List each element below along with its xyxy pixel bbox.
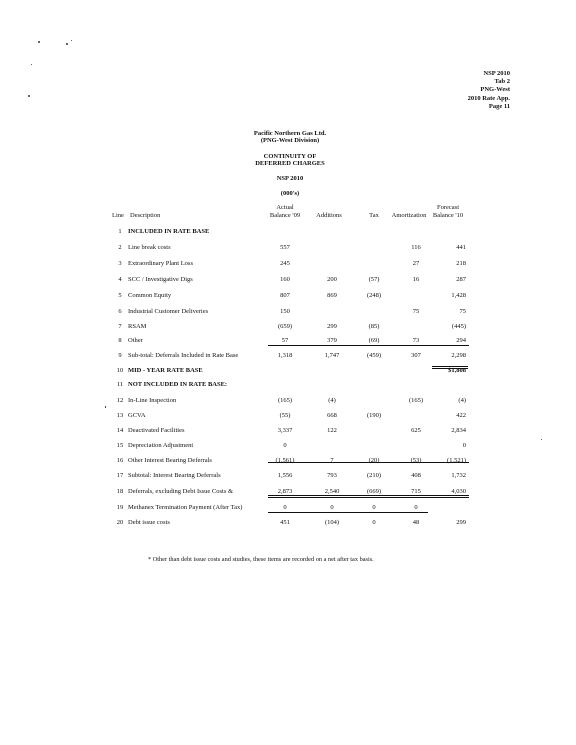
row-line-number: 16 (116, 457, 124, 464)
total-rule (268, 495, 469, 496)
row-additions: 668 (327, 412, 337, 419)
col-header-line: Line (112, 212, 124, 219)
table-row (0, 227, 576, 237)
row-description: Deactivated Facilities (128, 427, 185, 434)
row-line-number: 8 (118, 337, 122, 344)
units-label: (000's) (280, 190, 300, 197)
row-actual-balance: (55) (279, 412, 291, 419)
row-forecast-balance: 2,298 (451, 352, 466, 359)
col-header-actual-line2: Balance '09 (269, 211, 301, 219)
row-description: Common Equity (128, 292, 172, 299)
row-additions: 0 (330, 504, 334, 511)
report-title-line2: DEFERRED CHARGES (255, 160, 325, 167)
row-line-number: 18 (116, 488, 124, 495)
table-row (0, 259, 576, 269)
row-amortization: 27 (412, 260, 420, 267)
row-description: Other (128, 337, 143, 344)
scan-speck (66, 43, 68, 45)
row-description: Deferrals, excluding Debt Issue Costs & (128, 488, 234, 495)
row-additions: 122 (327, 427, 337, 434)
row-additions: 299 (327, 323, 337, 330)
table-row (0, 411, 576, 421)
row-description: Subtotal: Interest Bearing Deferrals (128, 472, 221, 479)
row-amortization: 16 (412, 276, 420, 283)
table-row (0, 243, 576, 253)
row-amortization: 73 (412, 337, 420, 344)
row-line-number: 14 (116, 427, 124, 434)
row-forecast-balance: 422 (456, 412, 466, 419)
row-line-number: 5 (118, 292, 122, 299)
table-row (0, 275, 576, 285)
table-row (0, 307, 576, 317)
row-line-number: 13 (116, 412, 124, 419)
scan-speck (105, 406, 106, 408)
table-row (0, 351, 576, 361)
table-row (0, 380, 576, 390)
table-row (0, 396, 576, 406)
row-description: GCVA (128, 412, 146, 419)
row-description: MID - YEAR RATE BASE (128, 367, 203, 374)
scan-speck (541, 439, 542, 440)
row-description: RSAM (128, 323, 147, 330)
row-tax: (69) (368, 337, 380, 344)
total-double-rule (268, 497, 469, 498)
row-actual-balance: 0 (283, 504, 287, 511)
row-description: Other Interest Bearing Deferrals (128, 457, 212, 464)
row-amortization: (53) (410, 457, 422, 464)
row-line-number: 19 (116, 504, 124, 511)
row-amortization: 75 (412, 308, 420, 315)
row-description: In-Line Inspection (128, 397, 177, 404)
row-forecast-balance: $1,808 (448, 367, 466, 374)
row-actual-balance: (1,561) (275, 457, 295, 464)
row-actual-balance: 2,873 (277, 488, 293, 495)
row-forecast-balance: 294 (456, 337, 466, 344)
row-amortization: 48 (412, 519, 420, 526)
row-line-number: 12 (116, 397, 124, 404)
row-line-number: 10 (116, 367, 124, 374)
table-row (0, 322, 576, 332)
row-description: Line break costs (128, 244, 171, 251)
scan-speck (28, 95, 30, 97)
row-description: Industrial Customer Deliveries (128, 308, 209, 315)
row-line-number: 3 (118, 260, 122, 267)
scan-speck (38, 41, 40, 43)
row-tax: 0 (372, 504, 376, 511)
row-actual-balance: 0 (283, 442, 287, 449)
scan-speck (31, 64, 32, 65)
row-forecast-balance: 0 (462, 442, 466, 449)
row-tax: (57) (368, 276, 380, 283)
footnote: * Other than debt issue costs and studies, these items are recorded on a net after tax basis. (148, 556, 374, 563)
corner-line: Page 11 (488, 102, 510, 110)
corner-line: Tab 2 (494, 78, 510, 86)
col-header-amortization: Amortization (391, 212, 427, 219)
row-tax: (20) (368, 457, 380, 464)
report-title-line1: CONTINUITY OF (263, 153, 317, 160)
row-tax: (85) (368, 323, 380, 330)
col-header-description: Description (130, 212, 161, 219)
row-additions: (104) (324, 519, 340, 526)
forecast-double-rule (432, 368, 468, 369)
table-row (0, 366, 576, 376)
row-line-number: 7 (118, 323, 122, 330)
subtotal-rule (268, 345, 469, 346)
row-additions: 869 (327, 292, 337, 299)
row-tax: (459) (366, 352, 382, 359)
row-additions: 200 (327, 276, 337, 283)
subtotal-rule (268, 462, 469, 463)
row-additions: 2,540 (324, 488, 340, 495)
row-actual-balance: 557 (280, 244, 290, 251)
row-line-number: 1 (118, 228, 122, 235)
row-actual-balance: 245 (280, 260, 290, 267)
row-description: Methanex Termination Payment (After Tax) (128, 504, 243, 511)
row-forecast-balance: (445) (451, 323, 466, 330)
corner-line: PNG-West (480, 86, 510, 94)
row-description: Debt issue costs (128, 519, 170, 526)
row-line-number: 4 (118, 276, 122, 283)
row-actual-balance: 57 (281, 337, 289, 344)
row-amortization: (165) (408, 397, 424, 404)
row-tax: (248) (366, 292, 382, 299)
row-line-number: 9 (118, 352, 122, 359)
row-line-number: 2 (118, 244, 122, 251)
methanex-rule (268, 512, 428, 513)
row-actual-balance: 1,556 (277, 472, 293, 479)
row-description: Extraordinary Plant Loss (128, 260, 193, 267)
row-forecast-balance: 1,732 (451, 472, 466, 479)
corner-line: 2010 Rate App. (467, 94, 510, 102)
row-forecast-balance: 287 (456, 276, 466, 283)
row-forecast-balance: 218 (456, 260, 466, 267)
row-description: NOT INCLUDED IN RATE BASE: (128, 381, 228, 388)
row-additions: (4) (328, 397, 336, 404)
row-amortization: 307 (411, 352, 421, 359)
row-forecast-balance: 4,030 (451, 488, 466, 495)
corner-header (468, 70, 510, 111)
row-additions: 7 (330, 457, 334, 464)
row-description: INCLUDED IN RATE BASE (128, 228, 210, 235)
col-header-actual-line1: Actual (276, 204, 294, 211)
row-forecast-balance: 299 (456, 519, 466, 526)
row-actual-balance: (659) (277, 323, 293, 330)
row-forecast-balance: 75 (459, 308, 466, 315)
row-forecast-balance: 2,834 (451, 427, 466, 434)
col-header-forecast-line2: Balance '10 (432, 211, 464, 219)
table-row (0, 471, 576, 481)
corner-line: NSP 2010 (483, 70, 510, 77)
forecast-rule (432, 366, 468, 367)
row-amortization: 408 (411, 472, 421, 479)
row-amortization: 625 (411, 427, 421, 434)
row-description: SCC / Investigative Digs (128, 276, 193, 283)
row-actual-balance: 160 (280, 276, 290, 283)
row-forecast-balance: 441 (456, 244, 466, 251)
row-additions: 793 (327, 472, 337, 479)
division-name: (PNG-West Division) (260, 137, 320, 144)
row-actual-balance: 451 (280, 519, 290, 526)
col-header-tax: Tax (369, 212, 379, 219)
table-row (0, 441, 576, 451)
row-tax: (669) (366, 488, 382, 495)
company-name: Pacific Northern Gas Ltd. (253, 130, 327, 137)
row-additions: 379 (327, 337, 337, 344)
row-tax: 0 (372, 519, 376, 526)
row-line-number: 15 (116, 442, 124, 449)
row-actual-balance: 150 (280, 308, 290, 315)
row-actual-balance: (165) (277, 397, 293, 404)
col-header-forecast-line1: Forecast (436, 204, 460, 211)
row-description: Depreciation Adjustment (128, 442, 194, 449)
scan-speck (71, 40, 72, 41)
row-line-number: 6 (118, 308, 122, 315)
col-header-forecast (428, 204, 468, 219)
row-actual-balance: 3,337 (277, 427, 293, 434)
row-forecast-balance: 1,428 (451, 292, 466, 299)
row-line-number: 17 (116, 472, 124, 479)
row-line-number: 20 (116, 519, 124, 526)
col-header-additions: Additions (316, 212, 342, 219)
row-actual-balance: 807 (280, 292, 290, 299)
row-description: Sub-total: Deferrals Included in Rate Base (128, 352, 239, 359)
report-subtitle: NSP 2010 (276, 175, 304, 182)
row-actual-balance: 1,318 (277, 352, 293, 359)
row-amortization: 0 (414, 504, 418, 511)
row-additions: 1,747 (324, 352, 340, 359)
row-forecast-balance: (1,521) (447, 457, 466, 464)
table-row (0, 291, 576, 301)
row-amortization: 116 (411, 244, 421, 251)
row-forecast-balance: (4) (458, 397, 466, 404)
row-amortization: 715 (411, 488, 421, 495)
row-line-number: 11 (116, 381, 124, 388)
col-header-actual (265, 204, 305, 219)
table-row (0, 426, 576, 436)
row-tax: (210) (366, 472, 382, 479)
row-tax: (190) (366, 412, 382, 419)
table-row (0, 456, 576, 466)
table-row (0, 518, 576, 528)
